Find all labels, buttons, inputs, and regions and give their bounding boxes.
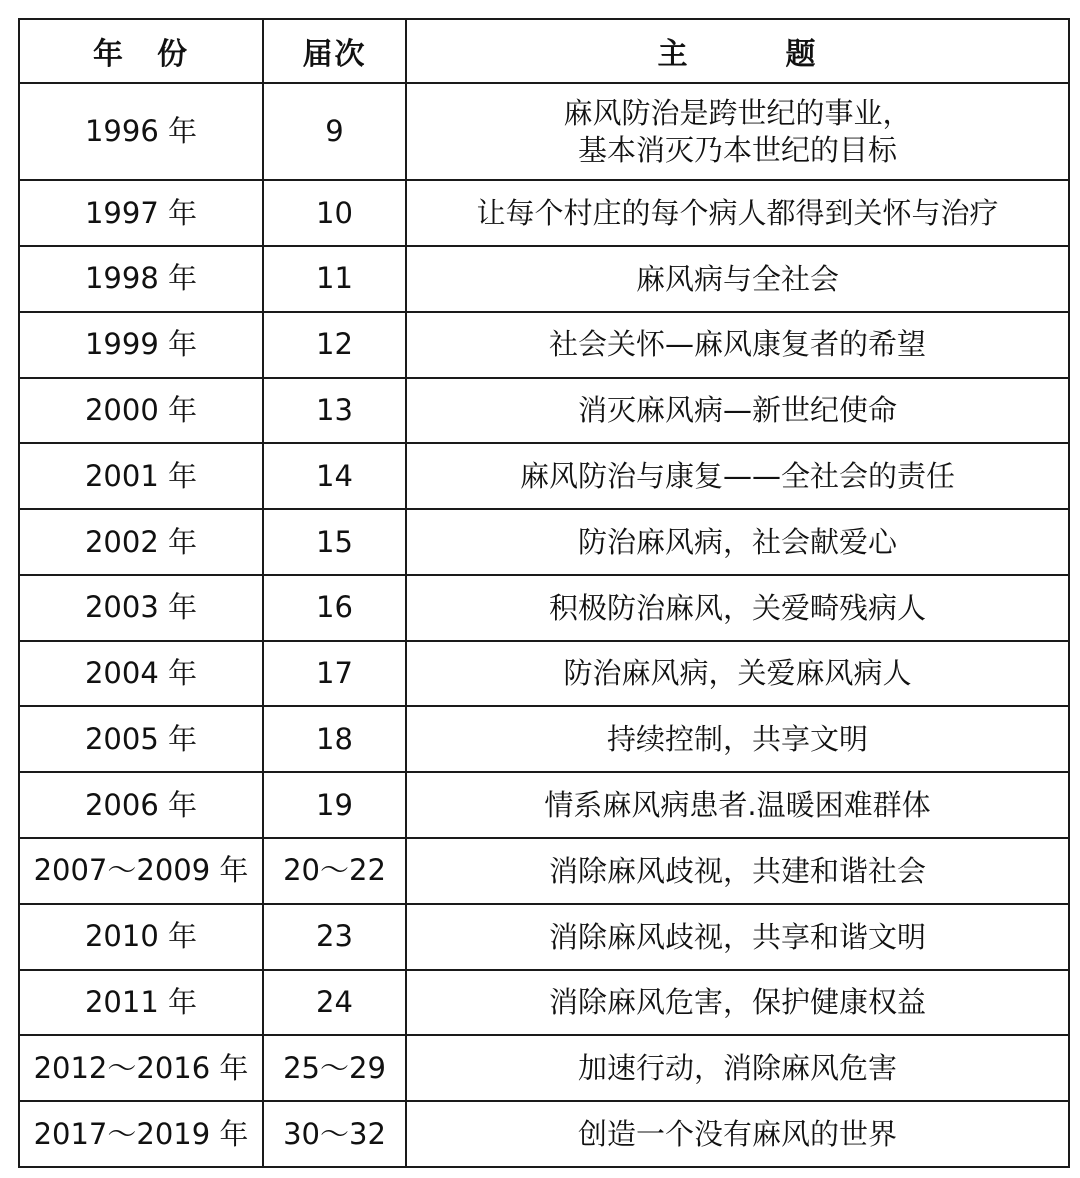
header-session: 届次 (263, 19, 406, 83)
cell-theme (406, 1101, 1069, 1167)
cell-session: 9 (263, 83, 406, 180)
cell-theme (406, 378, 1069, 444)
theme-line: 消除麻风歧视，共享和谐文明 (548, 919, 926, 954)
cell-session: 19 (263, 772, 406, 838)
cell-theme (406, 706, 1069, 772)
cell-year: 2001 年 (19, 443, 263, 509)
cell-session: 25～29 (263, 1035, 406, 1101)
header-theme: 主 题 (406, 19, 1069, 83)
theme-line: 防治麻风病，关爱麻风病人 (563, 656, 912, 691)
cell-session: 16 (263, 575, 406, 641)
cell-theme (406, 509, 1069, 575)
cell-year: 1998 年 (19, 246, 263, 312)
table-row (19, 443, 1069, 509)
theme-line: 麻风防治与康复——全社会的责任 (519, 459, 955, 494)
cell-year: 2004 年 (19, 641, 263, 707)
table-row (19, 246, 1069, 312)
cell-theme (406, 904, 1069, 970)
theme-line: 消除麻风歧视，共建和谐社会 (548, 853, 926, 888)
cell-theme (406, 772, 1069, 838)
theme-line: 社会关怀—麻风康复者的希望 (548, 327, 926, 362)
theme-line: 持续控制，共享文明 (606, 722, 868, 757)
cell-theme (406, 838, 1069, 904)
cell-theme (406, 1035, 1069, 1101)
cell-session: 14 (263, 443, 406, 509)
table-row (19, 641, 1069, 707)
table-row (19, 312, 1069, 378)
cell-year: 2005 年 (19, 706, 263, 772)
cell-year: 2012～2016 年 (19, 1035, 263, 1101)
cell-theme (406, 180, 1069, 246)
cell-theme (406, 575, 1069, 641)
cell-theme (406, 443, 1069, 509)
table-row (19, 904, 1069, 970)
cell-session: 20～22 (263, 838, 406, 904)
cell-theme (406, 970, 1069, 1036)
table-row (19, 509, 1069, 575)
theme-line: 让每个村庄的每个病人都得到关怀与治疗 (476, 195, 999, 230)
cell-session: 10 (263, 180, 406, 246)
cell-session: 18 (263, 706, 406, 772)
cell-year: 2011 年 (19, 970, 263, 1036)
cell-session: 24 (263, 970, 406, 1036)
cell-theme (406, 246, 1069, 312)
theme-line: 积极防治麻风，关爱畸残病人 (548, 590, 926, 625)
cell-year: 2002 年 (19, 509, 263, 575)
leprosy-day-theme-table (18, 18, 1070, 1168)
table-row (19, 706, 1069, 772)
cell-theme (406, 83, 1069, 180)
cell-session: 17 (263, 641, 406, 707)
cell-session: 12 (263, 312, 406, 378)
table-row (19, 378, 1069, 444)
cell-session: 11 (263, 246, 406, 312)
cell-theme (406, 312, 1069, 378)
cell-year: 1996 年 (19, 83, 263, 180)
theme-line: 基本消灭乃本世纪的目标 (577, 132, 897, 167)
theme-line: 防治麻风病，社会献爱心 (577, 524, 897, 559)
table-row (19, 970, 1069, 1036)
theme-line: 创造一个没有麻风的世界 (577, 1116, 897, 1151)
cell-year: 1997 年 (19, 180, 263, 246)
cell-session: 13 (263, 378, 406, 444)
cell-year: 2006 年 (19, 772, 263, 838)
theme-line: 消灭麻风病—新世纪使命 (577, 393, 897, 428)
table-row (19, 1101, 1069, 1167)
cell-year: 2000 年 (19, 378, 263, 444)
cell-year: 2003 年 (19, 575, 263, 641)
theme-line: 情系麻风病患者.温暖困难群体 (544, 787, 931, 822)
table-row (19, 772, 1069, 838)
theme-line: 麻风病与全社会 (635, 261, 839, 296)
cell-session: 23 (263, 904, 406, 970)
cell-year: 2017～2019 年 (19, 1101, 263, 1167)
theme-line: 加速行动，消除麻风危害 (577, 1051, 897, 1086)
cell-session: 30～32 (263, 1101, 406, 1167)
theme-line: 麻风防治是跨世纪的事业， (563, 96, 912, 131)
theme-table-container (18, 18, 1068, 1168)
cell-theme (406, 641, 1069, 707)
cell-year: 1999 年 (19, 312, 263, 378)
table-header-row (19, 19, 1069, 83)
table-row (19, 180, 1069, 246)
table-row (19, 1035, 1069, 1101)
header-year: 年 份 (19, 19, 263, 83)
table-row (19, 838, 1069, 904)
cell-year: 2007～2009 年 (19, 838, 263, 904)
theme-line: 消除麻风危害，保护健康权益 (548, 985, 926, 1020)
table-row (19, 575, 1069, 641)
table-row (19, 83, 1069, 180)
cell-year: 2010 年 (19, 904, 263, 970)
cell-session: 15 (263, 509, 406, 575)
table-body (19, 83, 1069, 1167)
